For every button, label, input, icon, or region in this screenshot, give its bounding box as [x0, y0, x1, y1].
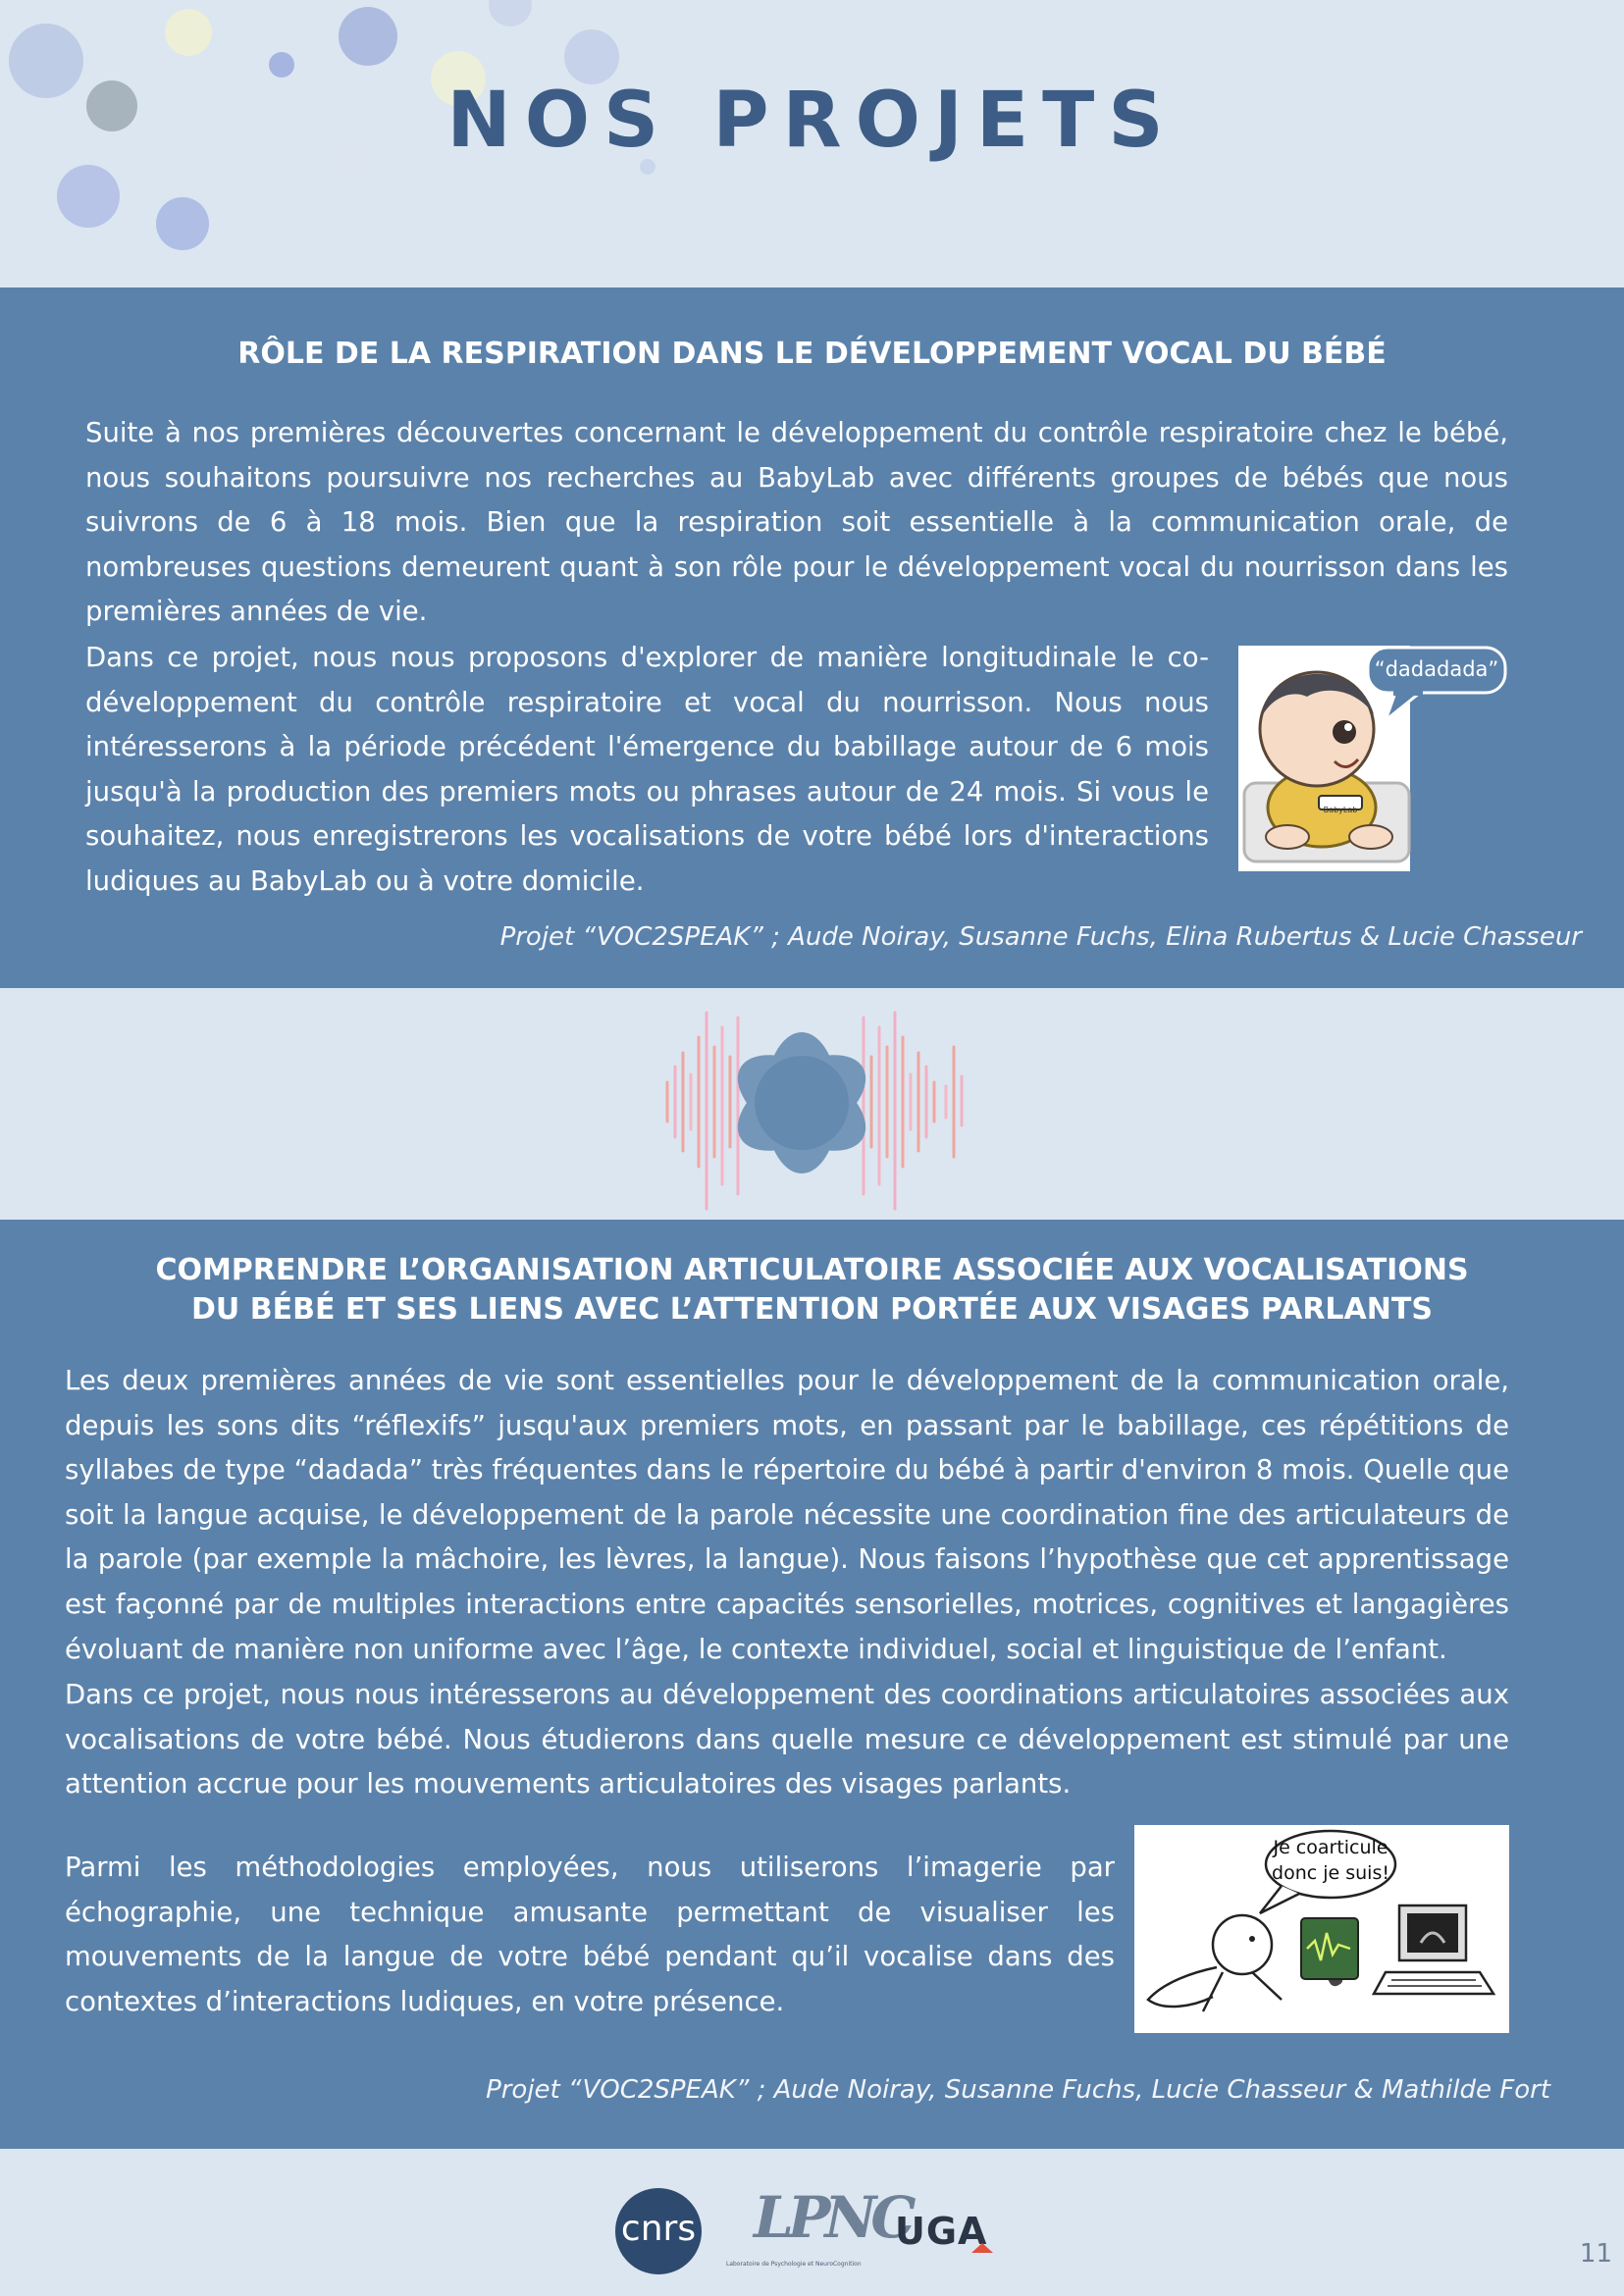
badge-text: BabyLab: [1323, 806, 1358, 814]
project-section-articulation: [0, 1220, 1624, 2149]
project2-credit: Projet “VOC2SPEAK” ; Aude Noiray, Susanne Fuchs, Lucie Chasseur & Mathilde Fort: [486, 2075, 1550, 2105]
bubble-line-2: donc je suis!: [1272, 1862, 1389, 1884]
speech-bubble-text: “dadadada”: [1374, 657, 1499, 681]
lpnc-logo: [726, 2184, 911, 2282]
baby-illustration: [1238, 636, 1513, 871]
uga-accent-icon: [971, 2243, 993, 2253]
ultrasound-illustration: [1134, 1825, 1509, 2033]
project2-paragraph-3: Parmi les méthodologies employées, nous utiliserons l’imagerie par échographie, une technique amusante permettant de visualiser les mouvements de la langue de votre bébé pendant qu’il vocalise dans des contextes d’interactions ludiques, en votre présence.: [65, 1852, 1115, 2017]
lpnc-logo-caption: Laboratoire de Psychologie et NeuroCognition: [726, 2261, 862, 2268]
separator-decoration: [0, 988, 1624, 1220]
section-heading: RÔLE DE LA RESPIRATION DANS LE DÉVELOPPEMENT VOCAL DU BÉBÉ: [237, 337, 1387, 371]
project2-paragraph-2: Dans ce projet, nous nous intéresserons au développement des coordinations articulatoires associées aux vocalisations de votre bébé. Nous étudierons dans quelle mesure ce développement est stimulé par une attention accrue pour les mouvements articulatoires des visages parlants.: [65, 1679, 1509, 1800]
cnrs-logo: [615, 2188, 702, 2274]
section-heading: [39, 1251, 1585, 1330]
cnrs-logo-text: cnrs: [620, 2209, 697, 2249]
project2-paragraph-1: Les deux premières années de vie sont essentielles pour le développement de la communication orale, depuis les sons dits “réflexifs” jusqu'aux premiers mots, en passant par le babillage, ces répétitions de syllabes de type “dadada” très fréquentes dans le répertoire du bébé à partir d'environ 8 mois. Quelle que soit la langue acquise, le développement de la parole nécessite une coordination fine des articulateurs de la parole (par exemple la mâchoire, les lèvres, la langue). Nous faisons l’hypothèse que cet apprentissage est façonné par de multiples interactions entre capacités sensorielles, motrices, cognitives et langagières évoluant de manière non uniforme avec l’âge, le contexte individuel, social et linguistique de l’enfant.: [65, 1365, 1509, 1665]
footer: [0, 2149, 1624, 2296]
page-title: NOS PROJETS: [446, 77, 1178, 165]
header: [0, 0, 1624, 287]
project1-paragraph-1: Suite à nos premières découvertes concernant le développement du contrôle respiratoire chez le bébé, nous souhaitons poursuivre nos recherches au BabyLab avec différents groupes de bébés que nous suivrons de 6 à 18 mois. Bien que la respiration soit essentielle à la communication orale, de nombreuses questions demeurent quant à son rôle pour le développement vocal du nourrisson dans les premières années de vie.: [85, 417, 1508, 628]
project1-credit: Projet “VOC2SPEAK” ; Aude Noiray, Susanne Fuchs, Elina Rubertus & Lucie Chasseur: [499, 922, 1582, 952]
bubble-line-1: Je coarticule: [1273, 1837, 1388, 1858]
page-number: 11: [1579, 2239, 1612, 2269]
waveform-flower-icon: [0, 988, 1624, 1220]
uga-logo: [895, 2210, 987, 2259]
uga-logo-text: UGA: [895, 2210, 988, 2253]
heading-line-2: DU BÉBÉ ET SES LIENS AVEC L’ATTENTION PORTÉE AUX VISAGES PARLANTS: [191, 1292, 1433, 1327]
heading-line-1: COMPRENDRE L’ORGANISATION ARTICULATOIRE ASSOCIÉE AUX VOCALISATIONS: [155, 1253, 1469, 1287]
lpnc-logo-text: LPNC: [754, 2184, 911, 2251]
project1-paragraph-2: Dans ce projet, nous nous proposons d'explorer de manière longitudinale le co-développement du contrôle respiratoire et vocal du nourrisson. Nous nous intéresserons à la période précédent l'émergence du babillage autour de 6 mois jusqu'à la production des premiers mots ou phrases autour de 24 mois. Si vous le souhaitez, nous enregistrerons les vocalisations de votre bébé lors d'interactions ludiques au BabyLab ou à votre domicile.: [85, 642, 1209, 897]
project-section-respiration: [0, 287, 1624, 988]
